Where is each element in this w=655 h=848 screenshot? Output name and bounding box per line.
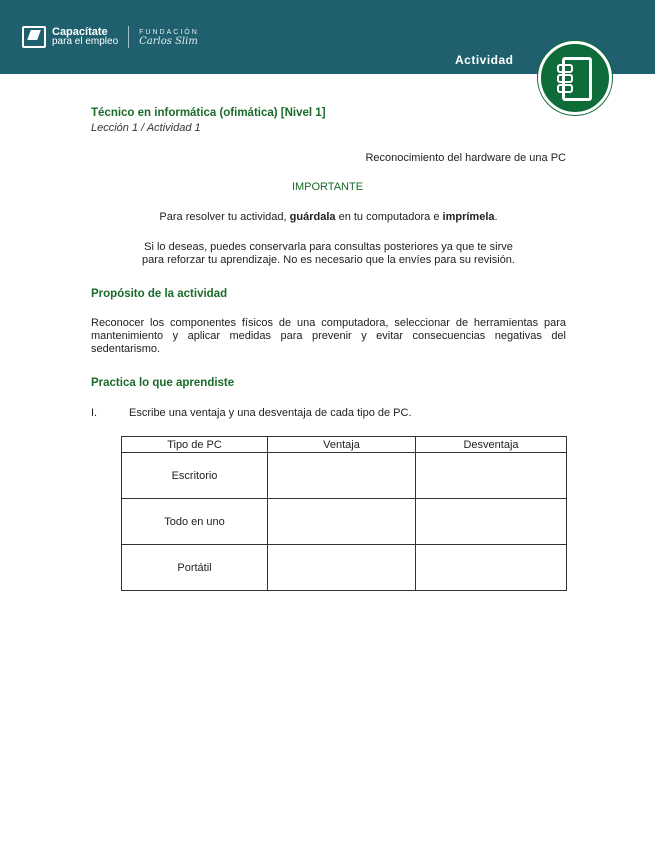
foundation-logo <box>139 28 199 46</box>
notebook-icon <box>562 57 592 101</box>
spiral-ring <box>557 84 573 93</box>
activity-badge <box>538 41 612 115</box>
capacitate-logo[interactable] <box>22 26 199 48</box>
question-item <box>91 407 412 419</box>
instruction-end: . <box>494 211 498 223</box>
course-title: Técnico en informática (ofimática) [Nivel 1] <box>91 107 326 119</box>
spiral-ring <box>557 64 573 73</box>
pc-type-cell: Portátil <box>122 545 268 591</box>
instruction-print: imprímela <box>442 211 495 223</box>
advantage-answer-cell[interactable] <box>268 545 416 591</box>
note-paragraph <box>91 241 566 267</box>
header-cell-type: Tipo de PC <box>122 437 268 453</box>
pc-type-cell: Todo en uno <box>122 499 268 545</box>
practice-heading: Practica lo que aprendiste <box>91 377 235 389</box>
advantage-answer-cell[interactable] <box>268 499 416 545</box>
logo-text <box>52 27 118 47</box>
activity-badge-label: Actividad <box>455 53 514 67</box>
table-row <box>122 453 567 499</box>
instruction-mid: en tu computadora e <box>335 211 443 223</box>
activity-title: Reconocimiento del hardware de una PC <box>365 152 566 164</box>
capacitate-logo-icon <box>22 26 46 48</box>
disadvantage-answer-cell[interactable] <box>416 545 567 591</box>
advantage-answer-cell[interactable] <box>268 453 416 499</box>
foundation-name: Carlos Slim <box>139 36 198 47</box>
logo-name: Capacítate <box>52 26 108 38</box>
logo-divider <box>128 26 129 48</box>
note-line-1: Si lo deseas, puedes conservarla para consultas posteriores ya que te sirve <box>144 241 513 253</box>
question-number: I. <box>91 407 98 419</box>
pc-types-table <box>121 436 567 591</box>
important-heading: IMPORTANTE <box>291 181 364 193</box>
lesson-subtitle: Lección 1 / Actividad 1 <box>91 122 201 134</box>
purpose-text: Reconocer los componentes físicos de una computadora, seleccionar de herramientas para mantenimiento y aplicar medidas para prevenir y evitar consecuencias negativas del sedentarismo. <box>91 317 566 355</box>
instruction-save: guárdala <box>289 211 336 223</box>
instruction-paragraph <box>91 211 566 224</box>
table-row <box>122 545 567 591</box>
table-header-row <box>122 437 567 453</box>
instruction-pre: Para resolver tu actividad, <box>159 211 290 223</box>
logo-tagline: para el empleo <box>52 36 119 47</box>
question-text: Escribe una ventaja y una desventaja de cada tipo de PC. <box>129 407 412 419</box>
header-cell-disadvantage: Desventaja <box>416 437 567 453</box>
note-line-2: para reforzar tu aprendizaje. No es necesario que la envíes para su revisión. <box>142 254 515 266</box>
header-cell-advantage: Ventaja <box>268 437 416 453</box>
disadvantage-answer-cell[interactable] <box>416 453 567 499</box>
spiral-ring <box>557 74 573 83</box>
purpose-heading: Propósito de la actividad <box>91 288 228 300</box>
disadvantage-answer-cell[interactable] <box>416 499 567 545</box>
foundation-label: FUNDACIÓN <box>139 29 199 36</box>
table-row <box>122 499 567 545</box>
pc-type-cell: Escritorio <box>122 453 268 499</box>
